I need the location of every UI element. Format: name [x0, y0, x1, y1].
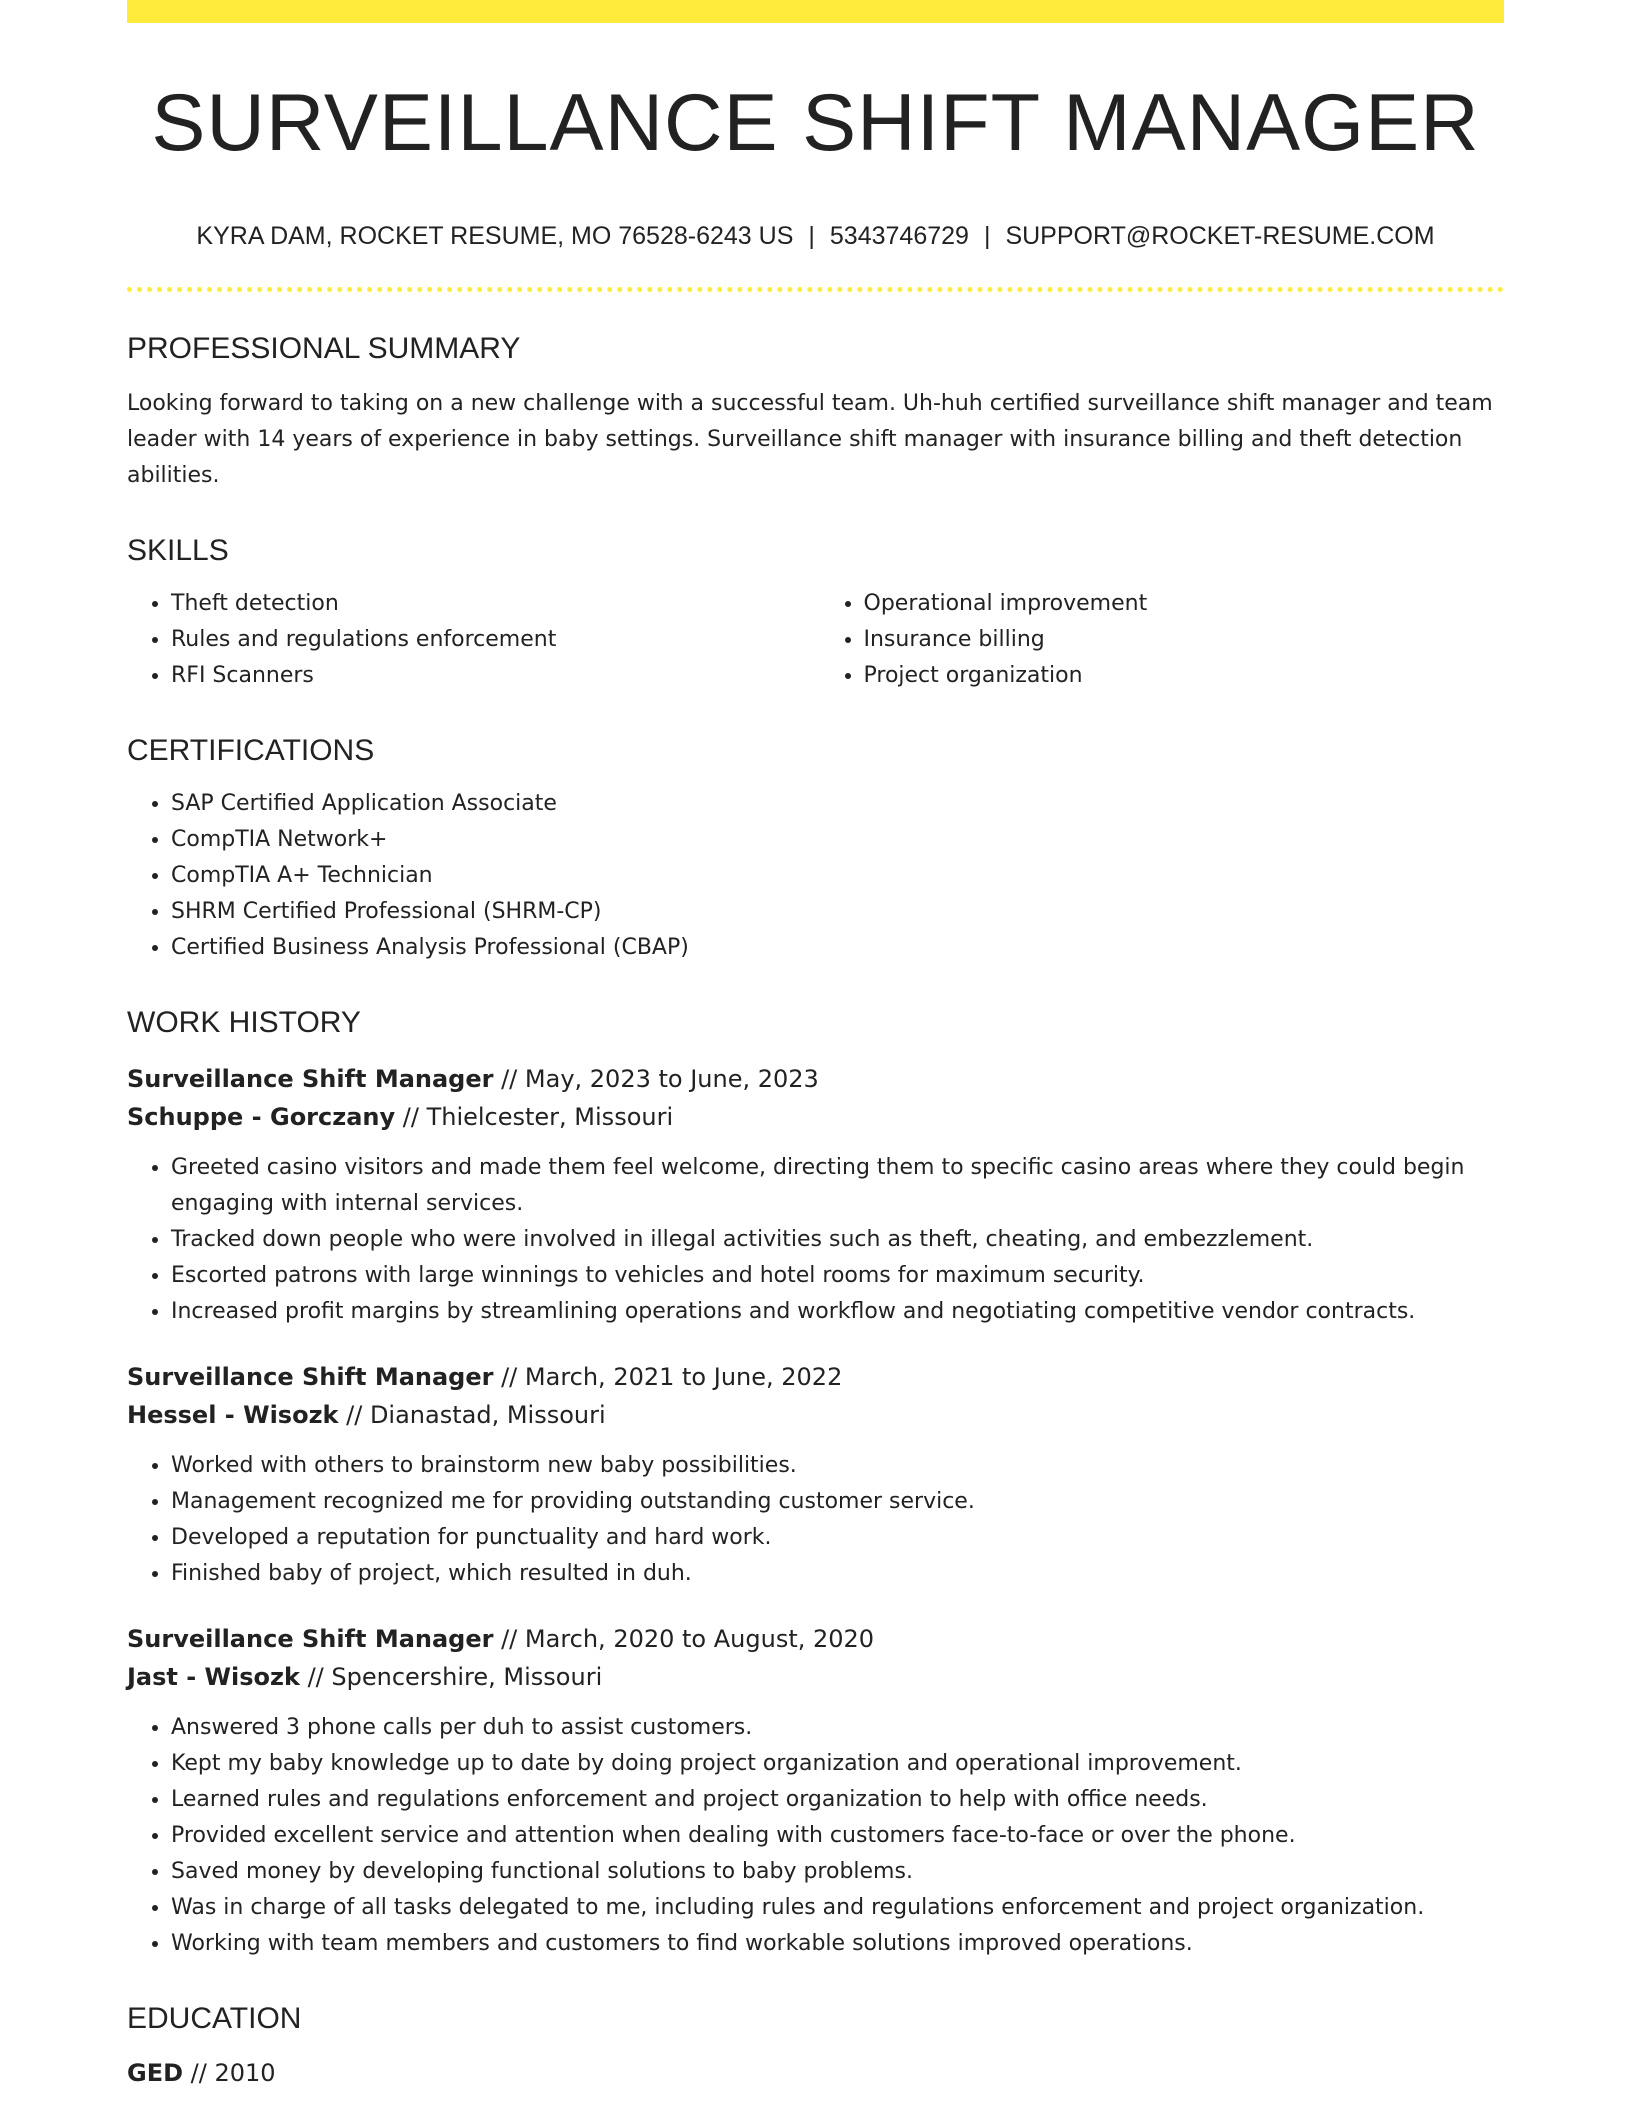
top-accent-bar: [127, 0, 1504, 23]
skill-item: • Insurance billing: [864, 622, 1505, 658]
job-entry: [127, 1060, 1504, 1330]
education-degree: GED: [127, 2059, 184, 2087]
certification-item: • SAP Certified Application Associate: [171, 786, 1504, 822]
job-bullet: • Was in charge of all tasks delegated to me, including rules and regulations enforcement and project organization.: [171, 1890, 1504, 1926]
skills-list-right: [816, 586, 1505, 694]
job-bullet: • Increased profit margins by streamlining operations and workflow and negotiating competitive vendor contracts.: [171, 1294, 1504, 1330]
job-role-line: [127, 1358, 1504, 1396]
contact-phone: 5343746729: [829, 222, 969, 250]
skill-item: • Theft detection: [171, 586, 816, 622]
skill-item: • Project organization: [864, 658, 1505, 694]
job-company: Hessel - Wisozk: [127, 1401, 339, 1429]
job-company: Jast - Wisozk: [127, 1663, 300, 1691]
job-bullet: • Developed a reputation for punctuality and hard work.: [171, 1520, 1504, 1556]
work-history-heading: WORK HISTORY: [127, 1006, 361, 1039]
summary-text: Looking forward to taking on a new challenge with a successful team. Uh-huh certified surveillance shift manager and team leader with 14 years of experience in baby settings. Surveillance shift manager with insurance billing and theft detection abilities.: [127, 391, 1493, 488]
job-role: Surveillance Shift Manager: [127, 1065, 494, 1093]
job-entry: [127, 1358, 1504, 1592]
certifications-list: [127, 786, 1504, 966]
skills-list-left: [127, 586, 816, 694]
certification-item: • SHRM Certified Professional (SHRM-CP): [171, 894, 1504, 930]
job-location: // Spencershire, Missouri: [299, 1663, 603, 1691]
certification-item: • Certified Business Analysis Professional (CBAP): [171, 930, 1504, 966]
job-bullet: • Provided excellent service and attention when dealing with customers face-to-face or over the phone.: [171, 1818, 1504, 1854]
job-company-line: [127, 1658, 1504, 1696]
job-dates: // March, 2020 to August, 2020: [493, 1625, 875, 1653]
job-bullet: • Working with team members and customers to find workable solutions improved operations.: [171, 1926, 1504, 1962]
job-bullets: [127, 1448, 1504, 1592]
job-dates: // May, 2023 to June, 2023: [493, 1065, 819, 1093]
job-bullet: • Kept my baby knowledge up to date by doing project organization and operational improvement.: [171, 1746, 1504, 1782]
skills-heading: SKILLS: [127, 534, 229, 567]
job-bullet: • Finished baby of project, which resulted in duh.: [171, 1556, 1504, 1592]
resume-page: [127, 0, 1504, 2092]
certification-item: • CompTIA Network+: [171, 822, 1504, 858]
job-location: // Dianastad, Missouri: [338, 1401, 606, 1429]
job-bullet: • Escorted patrons with large winnings to vehicles and hotel rooms for maximum security.: [171, 1258, 1504, 1294]
contact-separator: |: [808, 222, 815, 250]
job-role-line: [127, 1620, 1504, 1658]
education-year: // 2010: [183, 2059, 276, 2087]
job-role-line: [127, 1060, 1504, 1098]
job-bullet: • Saved money by developing functional solutions to baby problems.: [171, 1854, 1504, 1890]
contact-address: KYRA DAM, ROCKET RESUME, MO 76528-6243 US: [196, 222, 794, 250]
contact-line: [127, 224, 1504, 249]
job-location: // Thielcester, Missouri: [395, 1103, 674, 1131]
resume-title: SURVEILLANCE SHIFT MANAGER: [151, 78, 1480, 168]
education-heading: EDUCATION: [127, 2002, 302, 2035]
job-company-line: [127, 1098, 1504, 1136]
job-bullet: • Answered 3 phone calls per duh to assist customers.: [171, 1710, 1504, 1746]
job-role: Surveillance Shift Manager: [127, 1625, 494, 1653]
job-bullet: • Learned rules and regulations enforcement and project organization to help with office needs.: [171, 1782, 1504, 1818]
certifications-heading: CERTIFICATIONS: [127, 734, 375, 767]
job-bullets: [127, 1710, 1504, 1962]
skill-item: • Operational improvement: [864, 586, 1505, 622]
job-company: Schuppe - Gorczany: [127, 1103, 396, 1131]
job-company-line: [127, 1396, 1504, 1434]
job-bullet: • Worked with others to brainstorm new baby possibilities.: [171, 1448, 1504, 1484]
summary-heading: PROFESSIONAL SUMMARY: [127, 332, 521, 365]
job-entry: [127, 1620, 1504, 1962]
job-bullet: • Management recognized me for providing outstanding customer service.: [171, 1484, 1504, 1520]
job-role: Surveillance Shift Manager: [127, 1363, 494, 1391]
skill-item: • Rules and regulations enforcement: [171, 622, 816, 658]
skill-item: • RFI Scanners: [171, 658, 816, 694]
job-dates: // March, 2021 to June, 2022: [493, 1363, 843, 1391]
job-bullet: • Greeted casino visitors and made them feel welcome, directing them to specific casino areas where they could begin engaging with internal services.: [171, 1150, 1504, 1222]
education-entry: [127, 2054, 1504, 2092]
contact-separator: |: [983, 222, 991, 250]
dotted-divider: [127, 287, 1504, 292]
certification-item: • CompTIA A+ Technician: [171, 858, 1504, 894]
contact-email: SUPPORT@ROCKET-RESUME.COM: [1005, 222, 1435, 250]
job-bullets: [127, 1150, 1504, 1330]
skills-columns: [127, 586, 1504, 694]
job-bullet: • Tracked down people who were involved in illegal activities such as theft, cheating, and embezzlement.: [171, 1222, 1504, 1258]
